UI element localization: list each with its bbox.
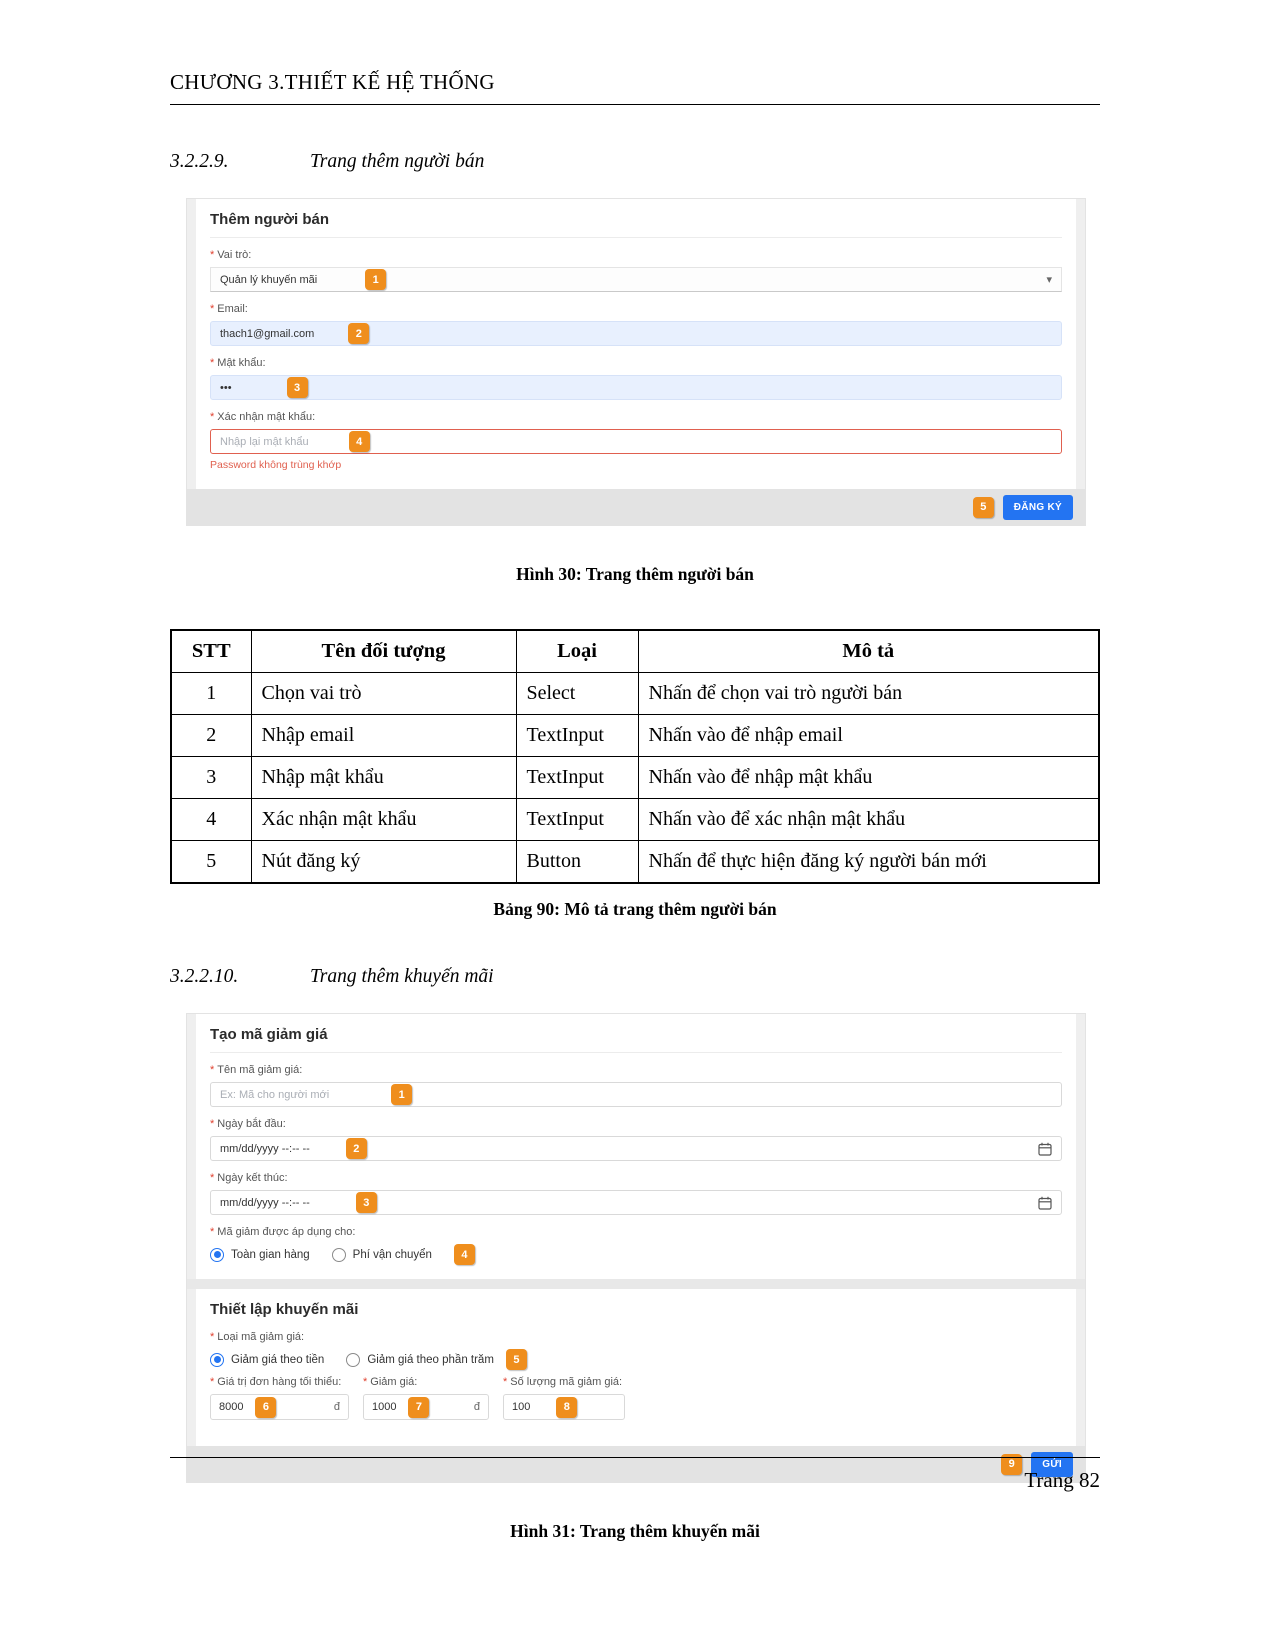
cell-object: Chọn vai trò	[251, 673, 516, 715]
end-date-value: mm/dd/yyyy --:-- --	[220, 1196, 310, 1209]
cell-object: Nút đăng ký	[251, 841, 516, 884]
annotation-badge-5: 5	[506, 1349, 527, 1370]
cell-type: Select	[516, 673, 638, 715]
section-title: Trang thêm người bán	[310, 151, 485, 172]
discount-amount-input[interactable]	[363, 1394, 489, 1420]
promo-name-label: * Tên mã giảm giá:	[210, 1064, 303, 1076]
cell-type: TextInput	[516, 799, 638, 841]
seller-form-title: Thêm người bán	[210, 211, 1062, 238]
quantity-input[interactable]	[503, 1394, 625, 1420]
role-select[interactable]	[210, 267, 1062, 292]
cell-object: Xác nhận mật khẩu	[251, 799, 516, 841]
annotation-badge-7: 7	[408, 1397, 429, 1418]
annotation-badge-3: 3	[356, 1192, 377, 1213]
required-marker: *	[210, 1226, 215, 1238]
required-marker: *	[210, 1376, 215, 1388]
apply-scope-field	[210, 1226, 1062, 1265]
annotation-badge-4: 4	[349, 431, 370, 452]
cell-desc: Nhấn để thực hiện đăng ký người bán mới	[638, 841, 1099, 884]
table-row	[171, 757, 1099, 799]
section-number: 3.2.2.10.	[170, 966, 239, 987]
apply-scope-label: * Mã giảm được áp dụng cho:	[210, 1226, 356, 1238]
section-heading-seller	[170, 151, 1100, 173]
promo-name-placeholder: Ex: Mã cho người mới	[220, 1088, 330, 1101]
start-date-field	[210, 1118, 1062, 1161]
radio-option-label[interactable]: Giảm giá theo tiền	[231, 1353, 325, 1366]
confirm-password-input[interactable]	[210, 429, 1062, 454]
table-row	[171, 799, 1099, 841]
annotation-badge-4: 4	[454, 1244, 475, 1265]
end-date-field	[210, 1172, 1062, 1215]
currency-suffix: đ	[333, 1401, 340, 1413]
col-header-stt: STT	[171, 630, 251, 673]
table-90-caption: Bảng 90: Mô tả trang thêm người bán	[493, 899, 777, 919]
page-number: Trang 82	[1024, 1468, 1100, 1492]
required-marker: *	[363, 1376, 368, 1388]
discount-amount-label: * Giảm giá:	[363, 1376, 418, 1388]
discount-amount-value: 1000	[372, 1401, 397, 1413]
section-divider	[187, 1279, 1085, 1289]
confirm-password-field	[210, 411, 1062, 471]
cell-desc: Nhấn để chọn vai trò người bán	[638, 673, 1099, 715]
email-value: thach1@gmail.com	[220, 327, 315, 340]
quantity-field	[503, 1376, 625, 1420]
cell-stt: 2	[171, 715, 251, 757]
required-marker: *	[210, 411, 215, 423]
radio-unselected-icon[interactable]	[332, 1248, 346, 1262]
quantity-label: * Số lượng mã giảm giá:	[503, 1376, 623, 1388]
promo-setup-title: Thiết lập khuyến mãi	[210, 1301, 359, 1318]
end-date-input[interactable]	[210, 1190, 1062, 1215]
password-input[interactable]	[210, 375, 1062, 400]
discount-amount-field	[363, 1376, 489, 1420]
cell-object: Nhập mật khẩu	[251, 757, 516, 799]
cell-type: TextInput	[516, 715, 638, 757]
password-mismatch-error: Password không trùng khớp	[210, 459, 342, 471]
annotation-badge-2: 2	[346, 1138, 367, 1159]
role-value: Quản lý khuyến mãi	[220, 273, 318, 286]
required-marker: *	[503, 1376, 508, 1388]
password-field	[210, 357, 1062, 400]
cell-stt: 5	[171, 841, 251, 884]
required-marker: *	[210, 1118, 215, 1130]
annotation-badge-2: 2	[348, 323, 369, 344]
radio-selected-icon[interactable]	[210, 1353, 224, 1367]
section-title: Trang thêm khuyến mãi	[310, 966, 494, 987]
cell-object: Nhập email	[251, 715, 516, 757]
chapter-header: CHƯƠNG 3.THIẾT KẾ HỆ THỐNG	[170, 70, 1100, 105]
email-input[interactable]	[210, 321, 1062, 346]
annotation-badge-1: 1	[365, 269, 386, 290]
page-footer	[170, 1457, 1100, 1493]
col-header-object: Tên đối tượng	[251, 630, 516, 673]
password-label: * Mật khẩu:	[210, 357, 266, 369]
discount-type-field	[210, 1331, 1062, 1370]
role-label: * Vai trò:	[210, 249, 252, 261]
currency-suffix: đ	[473, 1401, 480, 1413]
calendar-icon[interactable]	[1038, 1196, 1052, 1210]
cell-desc: Nhấn vào để nhập email	[638, 715, 1099, 757]
radio-option-label[interactable]: Giảm giá theo phần trăm	[367, 1353, 494, 1366]
promo-name-field	[210, 1064, 1062, 1107]
required-marker: *	[210, 303, 215, 315]
confirm-password-placeholder: Nhập lại mật khẩu	[220, 435, 309, 448]
cell-stt: 1	[171, 673, 251, 715]
min-order-label: * Giá trị đơn hàng tối thiểu:	[210, 1376, 342, 1388]
annotation-badge-3: 3	[287, 377, 308, 398]
cell-desc: Nhấn vào để xác nhận mật khẩu	[638, 799, 1099, 841]
end-date-label: * Ngày kết thúc:	[210, 1172, 288, 1184]
quantity-value: 100	[512, 1401, 531, 1413]
radio-option-label[interactable]: Phí vận chuyển	[352, 1248, 432, 1261]
chevron-down-icon: ▾	[1046, 274, 1052, 286]
email-field	[210, 303, 1062, 346]
promo-form-screenshot	[186, 1013, 1086, 1483]
cell-type: Button	[516, 841, 638, 884]
annotation-badge-1: 1	[391, 1084, 412, 1105]
figure-31-caption: Hình 31: Trang thêm khuyến mãi	[510, 1521, 760, 1541]
discount-type-label: * Loại mã giảm giá:	[210, 1331, 305, 1343]
annotation-badge-5: 5	[973, 497, 994, 518]
register-button[interactable]: ĐĂNG KÝ	[1003, 495, 1073, 520]
promo-form-title: Tạo mã giảm giá	[210, 1026, 1062, 1053]
role-field	[210, 249, 1062, 292]
seller-form-footer	[187, 489, 1085, 525]
start-date-label: * Ngày bắt đầu:	[210, 1118, 286, 1130]
radio-unselected-icon[interactable]	[346, 1353, 360, 1367]
seller-description-table	[170, 629, 1100, 884]
min-order-field	[210, 1376, 349, 1420]
email-label: * Email:	[210, 303, 248, 315]
promo-name-input[interactable]	[210, 1082, 1062, 1107]
required-marker: *	[210, 1064, 215, 1076]
cell-type: TextInput	[516, 757, 638, 799]
cell-stt: 3	[171, 757, 251, 799]
required-marker: *	[210, 1172, 215, 1184]
send-button[interactable]: GỬI	[1031, 1452, 1073, 1477]
start-date-input[interactable]	[210, 1136, 1062, 1161]
password-value: •••	[220, 381, 232, 394]
section-heading-promo	[170, 966, 1100, 988]
annotation-badge-8: 8	[556, 1397, 577, 1418]
calendar-icon[interactable]	[1038, 1142, 1052, 1156]
table-row	[171, 673, 1099, 715]
cell-desc: Nhấn vào để nhập mật khẩu	[638, 757, 1099, 799]
required-marker: *	[210, 357, 215, 369]
annotation-badge-9: 9	[1001, 1454, 1022, 1475]
col-header-type: Loại	[516, 630, 638, 673]
required-marker: *	[210, 249, 215, 261]
radio-selected-icon[interactable]	[210, 1248, 224, 1262]
figure-30-caption: Hình 30: Trang thêm người bán	[516, 564, 754, 584]
radio-option-label[interactable]: Toàn gian hàng	[231, 1248, 310, 1261]
start-date-value: mm/dd/yyyy --:-- --	[220, 1142, 310, 1155]
cell-stt: 4	[171, 799, 251, 841]
table-header-row	[171, 630, 1099, 673]
table-row	[171, 841, 1099, 884]
table-row	[171, 715, 1099, 757]
seller-form-screenshot	[186, 198, 1086, 526]
section-number: 3.2.2.9.	[170, 151, 229, 172]
required-marker: *	[210, 1331, 215, 1343]
col-header-desc: Mô tả	[638, 630, 1099, 673]
min-order-input[interactable]	[210, 1394, 349, 1420]
min-order-value: 8000	[219, 1401, 244, 1413]
annotation-badge-6: 6	[255, 1397, 276, 1418]
confirm-password-label: * Xác nhận mật khẩu:	[210, 411, 316, 423]
